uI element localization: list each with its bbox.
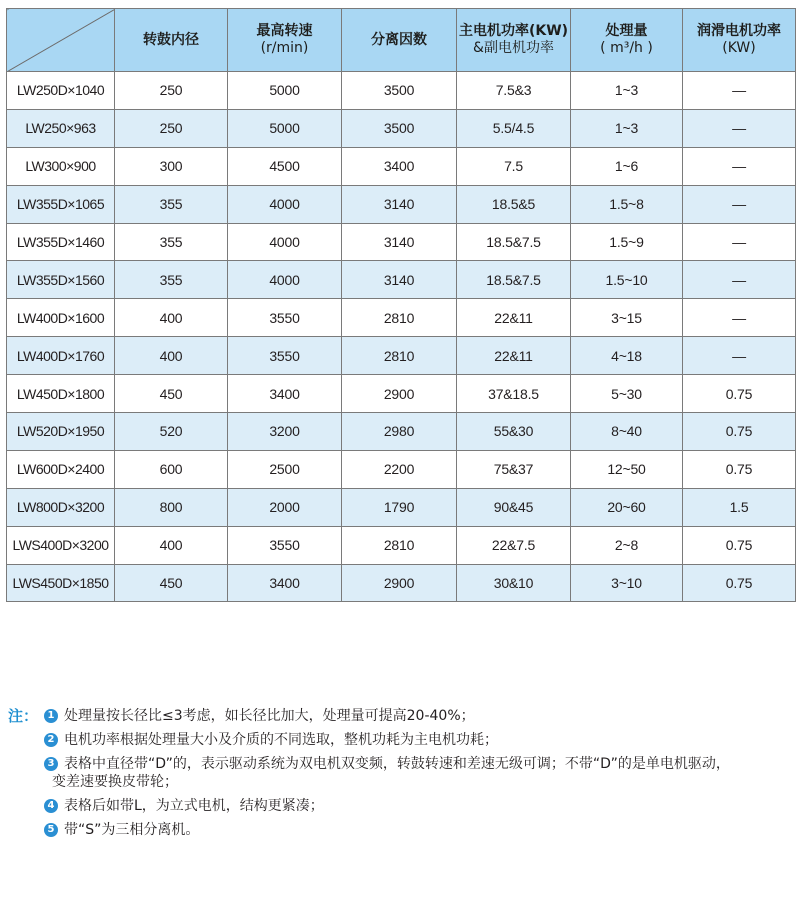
cell-drum-diameter: 450	[115, 375, 228, 413]
cell-drum-diameter: 400	[115, 299, 228, 337]
cell-lube-motor-power: —	[683, 223, 796, 261]
header-motor-power	[457, 9, 571, 72]
cell-lube-motor-power: —	[683, 261, 796, 299]
cell-separation-factor: 3500	[342, 72, 457, 110]
cell-capacity: 1~3	[571, 109, 683, 147]
cell-drum-diameter: 355	[115, 261, 228, 299]
table-row	[7, 526, 796, 564]
table-row	[7, 564, 796, 602]
cell-lube-motor-power: 0.75	[683, 564, 796, 602]
cell-motor-power: 37&18.5	[457, 375, 571, 413]
cell-motor-power: 7.5	[457, 147, 571, 185]
cell-model: LW355D×1460	[7, 223, 115, 261]
cell-drum-diameter: 355	[115, 185, 228, 223]
note-item	[8, 822, 793, 838]
cell-capacity: 3~15	[571, 299, 683, 337]
cell-drum-diameter: 400	[115, 526, 228, 564]
corner-cell	[7, 9, 115, 72]
cell-drum-diameter: 520	[115, 413, 228, 451]
note-item	[8, 732, 793, 748]
cell-lube-motor-power: —	[683, 109, 796, 147]
cell-model: LW400D×1760	[7, 337, 115, 375]
cell-lube-motor-power: —	[683, 299, 796, 337]
cell-motor-power: 18.5&7.5	[457, 261, 571, 299]
cell-capacity: 1.5~9	[571, 223, 683, 261]
note-text: 电机功率根据处理量大小及介质的不同选取，整机功耗为主电机功耗；	[64, 732, 498, 748]
notes-label: 注：	[8, 707, 39, 725]
cell-max-speed: 3200	[228, 413, 342, 451]
cell-max-speed: 5000	[228, 72, 342, 110]
cell-model: LW800D×3200	[7, 488, 115, 526]
header-unit: (KW)	[722, 40, 756, 56]
cell-motor-power: 18.5&7.5	[457, 223, 571, 261]
cell-max-speed: 3550	[228, 526, 342, 564]
cell-motor-power: 18.5&5	[457, 185, 571, 223]
cell-model: LWS400D×3200	[7, 526, 115, 564]
note-text: 表格后如带L，为立式电机，结构更紧凑；	[64, 798, 324, 814]
cell-model: LW450D×1800	[7, 375, 115, 413]
cell-drum-diameter: 250	[115, 109, 228, 147]
cell-max-speed: 3550	[228, 337, 342, 375]
note-number-badge: 4	[44, 799, 58, 813]
cell-separation-factor: 2810	[342, 299, 457, 337]
cell-capacity: 5~30	[571, 375, 683, 413]
cell-lube-motor-power: 0.75	[683, 413, 796, 451]
spec-table	[6, 8, 796, 602]
cell-model: LWS450D×1850	[7, 564, 115, 602]
cell-max-speed: 3400	[228, 375, 342, 413]
header-label: 转鼓内径	[143, 31, 199, 48]
cell-capacity: 4~18	[571, 337, 683, 375]
table-row	[7, 375, 796, 413]
cell-max-speed: 3550	[228, 299, 342, 337]
cell-separation-factor: 3500	[342, 109, 457, 147]
cell-lube-motor-power: 0.75	[683, 375, 796, 413]
note-text: 处理量按长径比≤3考虑，如长径比加大，处理量可提高20-40%；	[64, 708, 475, 724]
note-item	[8, 798, 793, 814]
cell-capacity: 1~3	[571, 72, 683, 110]
cell-capacity: 3~10	[571, 564, 683, 602]
note-item	[8, 756, 793, 772]
cell-capacity: 1.5~10	[571, 261, 683, 299]
cell-model: LW250×963	[7, 109, 115, 147]
cell-lube-motor-power: 0.75	[683, 526, 796, 564]
cell-motor-power: 5.5/4.5	[457, 109, 571, 147]
note-continuation: 变差速要换皮带轮；	[52, 774, 178, 790]
cell-capacity: 1~6	[571, 147, 683, 185]
cell-capacity: 1.5~8	[571, 185, 683, 223]
header-drum-diameter	[115, 9, 228, 72]
cell-model: LW520D×1950	[7, 413, 115, 451]
cell-max-speed: 3400	[228, 564, 342, 602]
cell-model: LW355D×1065	[7, 185, 115, 223]
cell-max-speed: 4500	[228, 147, 342, 185]
cell-drum-diameter: 800	[115, 488, 228, 526]
cell-separation-factor: 2810	[342, 337, 457, 375]
cell-capacity: 20~60	[571, 488, 683, 526]
table-row	[7, 261, 796, 299]
cell-lube-motor-power: 0.75	[683, 450, 796, 488]
cell-max-speed: 4000	[228, 223, 342, 261]
cell-drum-diameter: 355	[115, 223, 228, 261]
cell-model: LW600D×2400	[7, 450, 115, 488]
cell-motor-power: 7.5&3	[457, 72, 571, 110]
notes-section	[8, 708, 793, 846]
cell-motor-power: 55&30	[457, 413, 571, 451]
cell-model: LW250D×1040	[7, 72, 115, 110]
table-row	[7, 147, 796, 185]
note-number-badge: 2	[44, 733, 58, 747]
cell-separation-factor: 3140	[342, 261, 457, 299]
cell-max-speed: 4000	[228, 261, 342, 299]
cell-separation-factor: 3400	[342, 147, 457, 185]
cell-motor-power: 22&11	[457, 337, 571, 375]
table-row	[7, 450, 796, 488]
cell-max-speed: 4000	[228, 185, 342, 223]
header-label: 分离因数	[371, 31, 427, 48]
header-label: 最高转速	[256, 23, 313, 39]
note-text: 带“S”为三相分离机。	[64, 822, 200, 838]
cell-motor-power: 30&10	[457, 564, 571, 602]
cell-drum-diameter: 600	[115, 450, 228, 488]
cell-lube-motor-power: 1.5	[683, 488, 796, 526]
cell-separation-factor: 1790	[342, 488, 457, 526]
cell-separation-factor: 3140	[342, 185, 457, 223]
header-separation-factor	[342, 9, 457, 72]
header-unit: &副电机功率	[473, 40, 554, 56]
table-row	[7, 413, 796, 451]
cell-max-speed: 2000	[228, 488, 342, 526]
cell-lube-motor-power: —	[683, 72, 796, 110]
header-unit: (r/min)	[260, 40, 309, 56]
note-text: 表格中直径带“D”的，表示驱动系统为双电机双变频，转鼓转速和差速无级可调；不带“D”的是单电机驱动，	[64, 756, 730, 772]
cell-drum-diameter: 300	[115, 147, 228, 185]
table-row	[7, 185, 796, 223]
table-row	[7, 109, 796, 147]
note-item	[8, 708, 793, 724]
cell-lube-motor-power: —	[683, 337, 796, 375]
note-number-badge: 3	[44, 757, 58, 771]
table-row	[7, 72, 796, 110]
cell-motor-power: 75&37	[457, 450, 571, 488]
table-body	[7, 72, 796, 602]
cell-capacity: 2~8	[571, 526, 683, 564]
cell-capacity: 8~40	[571, 413, 683, 451]
cell-separation-factor: 3140	[342, 223, 457, 261]
header-max-speed	[228, 9, 342, 72]
header-row	[7, 9, 796, 72]
cell-drum-diameter: 400	[115, 337, 228, 375]
cell-capacity: 12~50	[571, 450, 683, 488]
cell-separation-factor: 2980	[342, 413, 457, 451]
header-capacity	[571, 9, 683, 72]
header-label: 润滑电机功率	[697, 23, 781, 39]
table-row	[7, 488, 796, 526]
cell-separation-factor: 2900	[342, 564, 457, 602]
cell-separation-factor: 2200	[342, 450, 457, 488]
cell-model: LW400D×1600	[7, 299, 115, 337]
cell-model: LW355D×1560	[7, 261, 115, 299]
cell-lube-motor-power: —	[683, 147, 796, 185]
cell-lube-motor-power: —	[683, 185, 796, 223]
table-row	[7, 337, 796, 375]
cell-motor-power: 22&7.5	[457, 526, 571, 564]
header-label: 主电机功率(KW)	[458, 23, 569, 39]
table-row	[7, 223, 796, 261]
cell-separation-factor: 2810	[342, 526, 457, 564]
cell-model: LW300×900	[7, 147, 115, 185]
cell-separation-factor: 2900	[342, 375, 457, 413]
cell-drum-diameter: 250	[115, 72, 228, 110]
note-number-badge: 1	[44, 709, 58, 723]
cell-motor-power: 90&45	[457, 488, 571, 526]
cell-max-speed: 5000	[228, 109, 342, 147]
note-list	[8, 708, 793, 838]
cell-max-speed: 2500	[228, 450, 342, 488]
header-lube-motor-power	[683, 9, 796, 72]
header-label: 处理量	[605, 23, 648, 39]
note-number-badge: 5	[44, 823, 58, 837]
cell-motor-power: 22&11	[457, 299, 571, 337]
table-row	[7, 299, 796, 337]
cell-drum-diameter: 450	[115, 564, 228, 602]
header-unit: ( m³/h )	[600, 40, 653, 56]
